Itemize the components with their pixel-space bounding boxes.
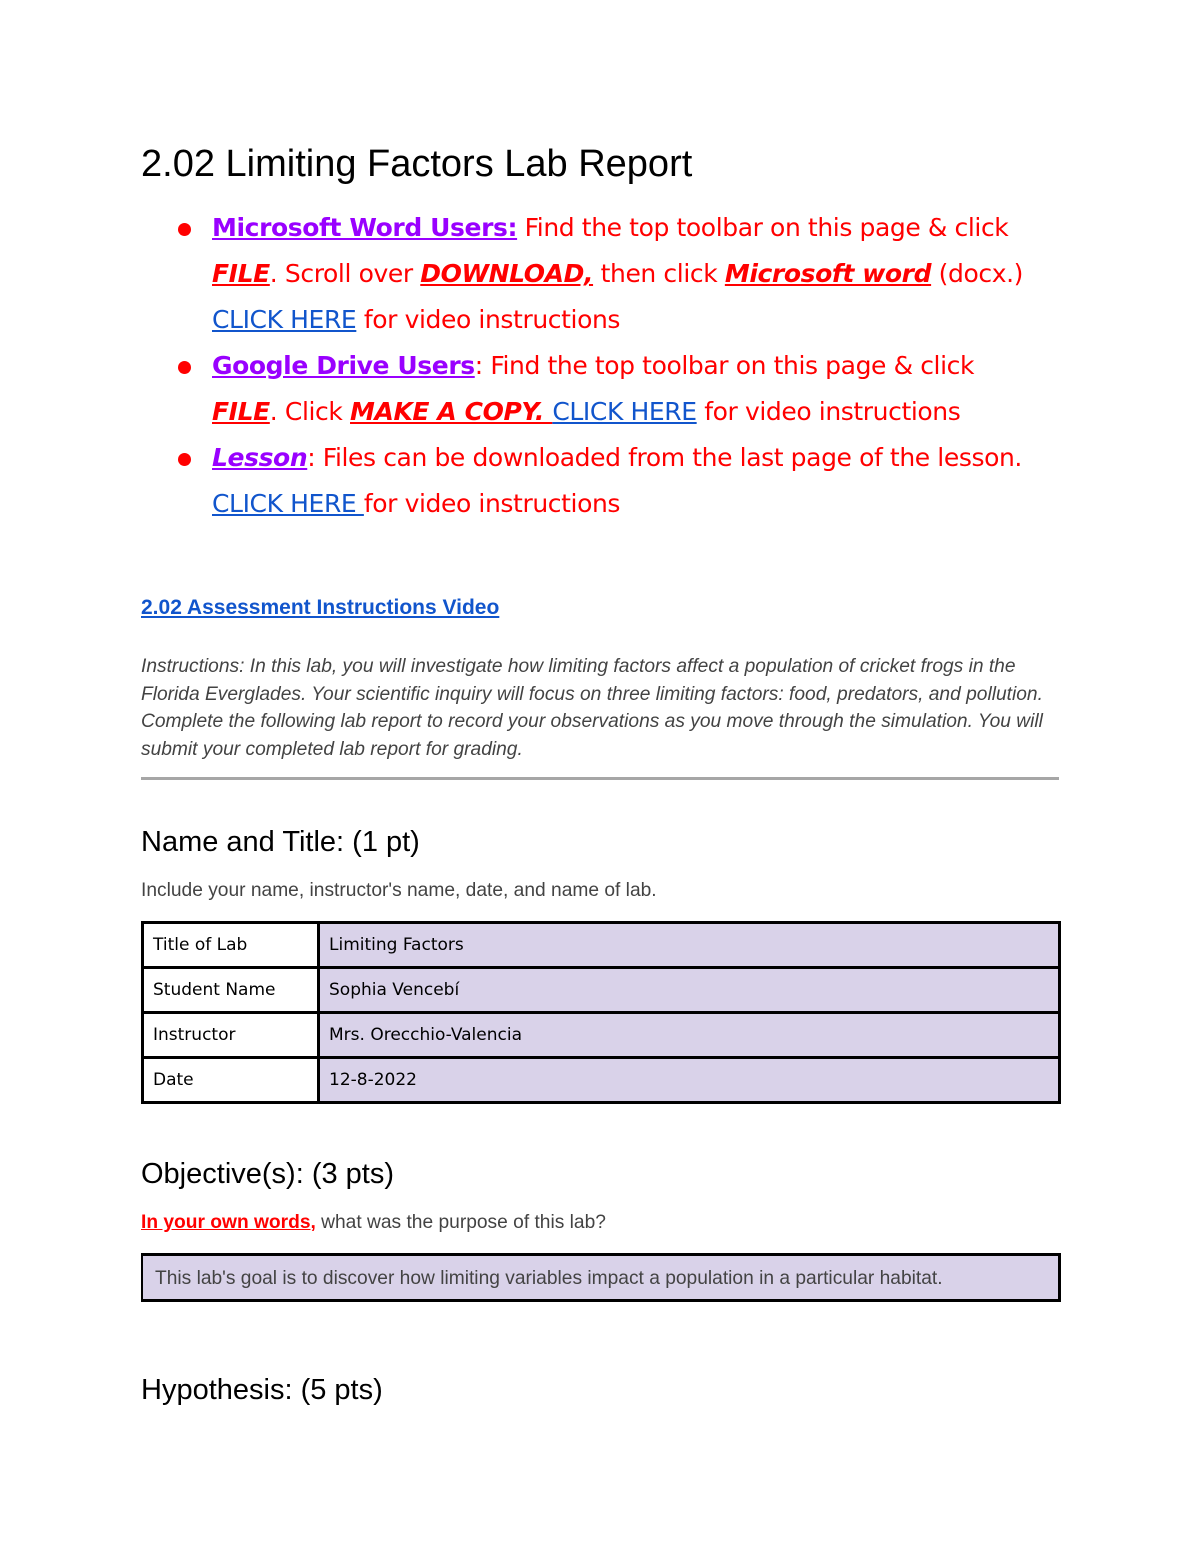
- download-keyword: DOWNLOAD,: [420, 259, 594, 288]
- table-label-cell: Date: [143, 1058, 319, 1103]
- objective-prompt-emphasis: In your own words,: [141, 1212, 316, 1233]
- list-item-lesson: [170, 435, 1070, 527]
- bullet-dot-icon: [178, 361, 191, 374]
- document-title: 2.02 Limiting Factors Lab Report: [141, 143, 693, 185]
- student-name-field[interactable]: Sophia Vencebí: [319, 968, 1060, 1013]
- table-row: [143, 968, 1060, 1013]
- date-field[interactable]: 12-8-2022: [319, 1058, 1060, 1103]
- name-title-heading: Name and Title: (1 pt): [141, 826, 420, 858]
- list-item-word-users: [170, 205, 1070, 343]
- download-instructions-list: [170, 205, 1070, 527]
- horizontal-divider: [141, 777, 1059, 780]
- name-title-subtext: Include your name, instructor's name, date, and name of lab.: [141, 880, 657, 901]
- objective-prompt-text: what was the purpose of this lab?: [315, 1212, 606, 1233]
- file-keyword: FILE: [212, 259, 270, 288]
- table-row: [143, 1013, 1060, 1058]
- instructor-field[interactable]: Mrs. Orecchio-Valencia: [319, 1013, 1060, 1058]
- objective-answer-field[interactable]: This lab's goal is to discover how limiting variables impact a population in a particular habitat.: [141, 1253, 1061, 1302]
- make-a-copy-keyword: MAKE A COPY.: [350, 397, 553, 426]
- drive-users-text-2: . Click: [269, 397, 351, 426]
- hypothesis-heading: Hypothesis: (5 pts): [141, 1374, 383, 1406]
- word-users-text-2: . Scroll over: [269, 259, 421, 288]
- lab-instructions: Instructions: In this lab, you will investigate how limiting factors affect a population of cricket frogs in the Florida Everglades. Your scientific inquiry will focus on three limiting factors: food, predators, and pollution. Complete the following lab report to record your observations as you move through the simulation. You will submit your completed lab report for grading.: [141, 656, 1043, 760]
- assessment-instructions-video-link[interactable]: 2.02 Assessment Instructions Video: [141, 596, 500, 619]
- word-video-link[interactable]: CLICK HERE: [212, 305, 357, 334]
- word-users-text-3: then click: [593, 259, 725, 288]
- lab-title-field[interactable]: Limiting Factors: [319, 923, 1060, 968]
- lesson-video-link[interactable]: CLICK HERE: [212, 489, 364, 518]
- word-users-text-5: for video instructions: [356, 305, 621, 334]
- microsoft-word-keyword: Microsoft word: [724, 259, 932, 288]
- table-label-cell: Student Name: [143, 968, 319, 1013]
- objective-heading: Objective(s): (3 pts): [141, 1158, 394, 1190]
- table-row: [143, 923, 1060, 968]
- table-label-cell: Instructor: [143, 1013, 319, 1058]
- drive-users-text-4: for video instructions: [696, 397, 961, 426]
- word-users-text-4: (docx.): [931, 259, 1024, 288]
- lesson-text: : Files can be downloaded from the last page of the lesson.: [307, 443, 1022, 472]
- table-label-cell: Title of Lab: [143, 923, 319, 968]
- drive-users-text: : Find the top toolbar on this page & click: [474, 351, 975, 380]
- bullet-dot-icon: [178, 223, 191, 236]
- list-item-drive-users: [170, 343, 1070, 435]
- word-users-text: Find the top toolbar on this page & click: [517, 213, 1009, 242]
- file-keyword: FILE: [212, 397, 270, 426]
- lesson-label: Lesson: [212, 443, 308, 472]
- table-row: [143, 1058, 1060, 1103]
- word-users-label: Microsoft Word Users:: [212, 213, 518, 242]
- lab-info-table: [141, 921, 1061, 1104]
- drive-video-link[interactable]: CLICK HERE: [552, 397, 697, 426]
- bullet-dot-icon: [178, 453, 191, 466]
- drive-users-label: Google Drive Users: [212, 351, 475, 380]
- objective-prompt: [141, 1212, 606, 1234]
- lesson-text-2: for video instructions: [363, 489, 621, 518]
